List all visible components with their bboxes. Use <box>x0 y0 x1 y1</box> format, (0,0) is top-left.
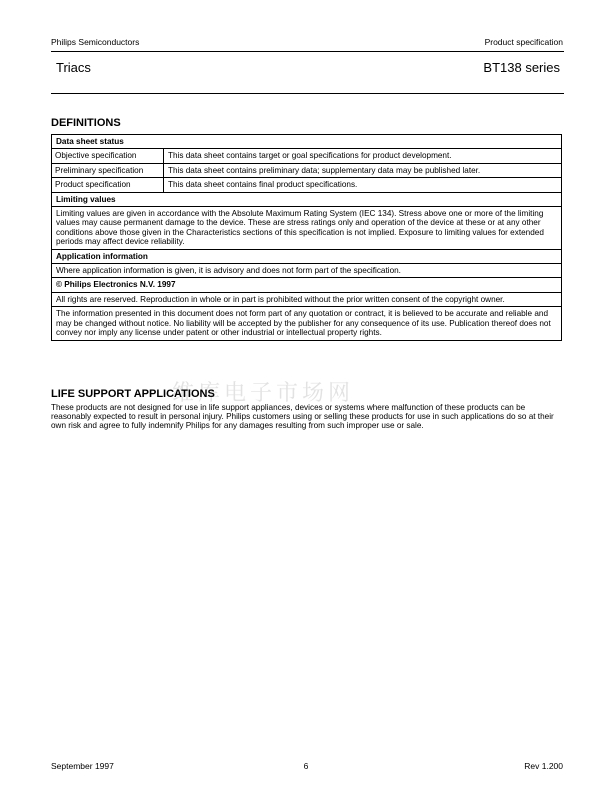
copyright-heading: © Philips Electronics N.V. 1997 <box>52 278 562 292</box>
status-text: This data sheet contains preliminary data; supplementary data may be published later. <box>164 163 562 177</box>
status-text: This data sheet contains final product specifications. <box>164 178 562 192</box>
definitions-title: DEFINITIONS <box>51 117 121 129</box>
header-rule-bottom <box>51 93 564 94</box>
footer-date: September 1997 <box>51 761 114 771</box>
definitions-table <box>51 134 562 341</box>
life-support-title: LIFE SUPPORT APPLICATIONS <box>51 388 215 400</box>
table-row <box>52 149 562 163</box>
rights-text: All rights are reserved. Reproduction in whole or in part is prohibited without the prior written consent of the copyright owner. <box>52 292 562 306</box>
table-row <box>52 264 562 278</box>
status-label: Product specification <box>52 178 164 192</box>
header-rule-top <box>51 51 564 52</box>
header-series: BT138 series <box>483 60 560 75</box>
table-row <box>52 207 562 250</box>
table-row <box>52 135 562 149</box>
limiting-values-heading: Limiting values <box>52 192 562 206</box>
application-information-heading: Application information <box>52 249 562 263</box>
table-row <box>52 163 562 177</box>
footer-page-number: 6 <box>303 761 309 771</box>
table-row <box>52 178 562 192</box>
footer-revision: Rev 1.200 <box>524 761 563 771</box>
table-row <box>52 307 562 340</box>
life-support-text: These products are not designed for use in life support appliances, devices or systems where malfunction of these products can be reasonably expected to result in personal injury. Philips customers using or selling these products for use in such applications do so at their own risk and agree to fully indemnify Philips for any damages resulting from such improper use or sale. <box>51 403 554 431</box>
status-text: This data sheet contains target or goal specifications for product development. <box>164 149 562 163</box>
application-information-text: Where application information is given, it is advisory and does not form part of the specification. <box>52 264 562 278</box>
header-doc-type: Product specification <box>484 37 563 47</box>
header-company: Philips Semiconductors <box>51 37 140 47</box>
information-text: The information presented in this document does not form part of any quotation or contract, it is believed to be accurate and reliable and may be changed without notice. No liability will be accepted by the publisher for any consequence of its use. Publication thereof does not convey nor imply any license under patent or other industrial or intellectual property rights. <box>52 307 562 340</box>
table-row <box>52 292 562 306</box>
limiting-values-text: Limiting values are given in accordance with the Absolute Maximum Rating System (IEC 134). Stress above one or more of the limiting values may cause permanent damage to the device. These are stress ratings only and operation of the device at these or at any other conditions above those given in the Characteristics sections of this specification is not implied. Exposure to limiting values for extended periods may affect device reliability. <box>52 207 562 250</box>
watermark: 维库电子市场网 <box>172 381 355 406</box>
status-label: Objective specification <box>52 149 164 163</box>
table-row <box>52 249 562 263</box>
table-row <box>52 192 562 206</box>
status-label: Preliminary specification <box>52 163 164 177</box>
header-product: Triacs <box>56 60 91 75</box>
data-sheet-status-heading: Data sheet status <box>52 135 562 149</box>
table-row <box>52 278 562 292</box>
